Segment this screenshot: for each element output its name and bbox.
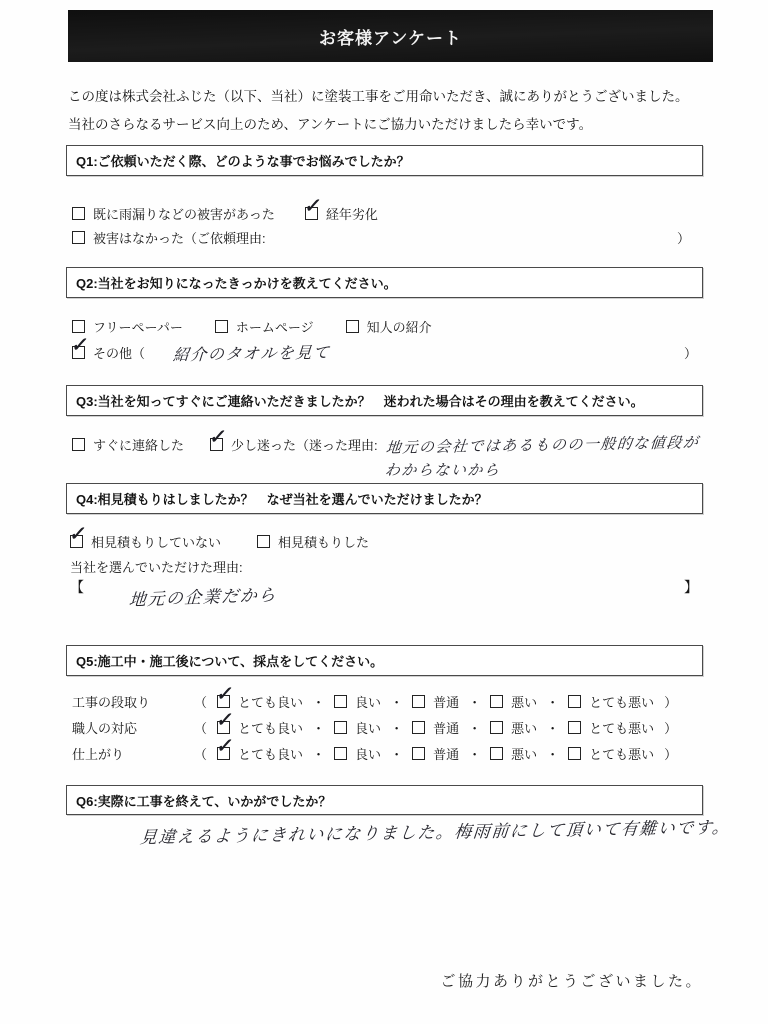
q1-damage-label: 既に雨漏りなどの被害があった (93, 207, 275, 222)
q5-rating-row-finish (72, 735, 678, 763)
q1-aging-label: 経年劣化 (325, 207, 378, 222)
q5-scale-normal: 普通 (433, 695, 460, 710)
q5-row3-very-good-checkbox (215, 735, 235, 760)
intro-line-2: 当社のさらなるサービス向上のため、アンケートにご協力いただけましたら幸いです。 (68, 117, 593, 132)
q5-scale-very-good: とても良い (238, 747, 304, 762)
q5-row1-very-bad-checkbox (568, 695, 581, 708)
intro-text (68, 83, 728, 139)
q5-heading-box (66, 645, 703, 676)
q5-scale-good: 良い (355, 747, 382, 762)
check-icon: ✓ (302, 195, 323, 218)
q5-row2-bad-checkbox (490, 721, 503, 734)
dot-separator: ・ (390, 695, 404, 710)
q5-scale-very-good: とても良い (238, 721, 304, 736)
q2-other-handwritten-answer: 紹介のタオルを見て (172, 344, 331, 365)
q4-heading-box (66, 483, 703, 514)
dot-separator: ・ (546, 747, 560, 762)
open-paren: （ (194, 721, 208, 736)
q5-scale-very-bad: とても悪い (589, 747, 655, 762)
dot-separator: ・ (312, 747, 326, 762)
q5-row1-normal-checkbox (412, 695, 425, 708)
q6-heading-box (66, 785, 703, 815)
form-title-bar (68, 10, 713, 62)
q5-scale-good: 良い (355, 721, 382, 736)
q2-homepage-label: ホームページ (235, 320, 314, 335)
q1-none-checkbox (72, 231, 85, 244)
q5-row2-very-bad-checkbox (568, 721, 581, 734)
q4-bracket-open: 【 (70, 579, 84, 595)
open-paren: （ (194, 747, 208, 762)
dot-separator: ・ (390, 747, 404, 762)
close-paren: ） (664, 721, 678, 736)
q2-freepaper-label: フリーペーパー (93, 320, 183, 335)
dot-separator: ・ (468, 721, 482, 736)
q1-options-row-1 (72, 195, 378, 223)
q1-heading: Q1:ご依頼いただく際、どのような事でお悩みでしたか？ (76, 154, 410, 169)
q2-referral-checkbox (346, 320, 359, 333)
q5-scale-bad: 悪い (511, 747, 538, 762)
q5-row2-label: 職人の対応 (72, 721, 138, 736)
q4-yes-estimate-label: 相見積もりした (278, 535, 370, 550)
q6-answer-row (139, 817, 732, 848)
dot-separator: ・ (312, 721, 326, 736)
q5-row3-normal-checkbox (412, 747, 425, 760)
close-paren: ） (664, 695, 678, 710)
check-icon: ✓ (215, 683, 235, 706)
page-title: お客様アンケート (319, 28, 462, 48)
check-icon: ✓ (215, 735, 235, 758)
q4-reason-label: 当社を選んでいただけた理由: (70, 560, 243, 575)
q5-row2-good-checkbox (334, 721, 347, 734)
q5-scale-bad: 悪い (511, 721, 538, 736)
q6-handwritten-answer: 見違えるようにきれいになりました。梅雨前にして頂いて有難いです。 (139, 817, 732, 848)
close-paren: ） (664, 747, 678, 762)
q5-row1-very-good-checkbox (215, 683, 235, 708)
check-icon: ✓ (208, 426, 228, 449)
q4-reason-label-row (70, 557, 243, 576)
q5-scale-bad: 悪い (511, 695, 538, 710)
q3-heading-box (66, 385, 703, 416)
q5-scale-very-bad: とても悪い (589, 721, 655, 736)
q4-heading: Q4:相見積もりはしましたか？ なぜ当社を選んでいただけましたか？ (76, 492, 488, 507)
q2-close-paren: ） (683, 346, 697, 361)
q5-scale-good: 良い (355, 695, 382, 710)
q3-hesitated-label: 少し迷った（迷った理由: (231, 438, 378, 453)
q2-heading-box (66, 267, 703, 298)
q2-freepaper-checkbox (72, 320, 85, 333)
q3-reason-row-2 (385, 459, 501, 480)
q1-damage-checkbox (72, 207, 85, 220)
q1-options-row-2 (72, 228, 690, 247)
q4-reason-answer-row (70, 577, 698, 608)
dot-separator: ・ (312, 695, 326, 710)
q3-immediate-checkbox (72, 438, 85, 451)
q5-row2-normal-checkbox (412, 721, 425, 734)
q5-row2-very-good-checkbox (215, 709, 235, 734)
q5-row1-label: 工事の段取り (72, 695, 151, 710)
q3-options-row (72, 426, 768, 457)
q5-scale-very-bad: とても悪い (589, 695, 655, 710)
q3-hesitated-checkbox (208, 426, 228, 451)
q5-heading: Q5:施工中・施工後について、採点をしてください。 (76, 654, 384, 669)
q5-row3-label: 仕上がり (72, 747, 125, 762)
open-paren: （ (194, 695, 208, 710)
q5-rating-row-craftsmen (72, 709, 678, 737)
q3-reason-handwritten-line1: 地元の会社ではあるものの一般的な値段が (384, 434, 700, 457)
q3-heading: Q3:当社を知ってすぐにご連絡いただきましたか？ 迷われた場合はその理由を教えてください。 (76, 394, 644, 409)
dot-separator: ・ (546, 695, 560, 710)
q1-heading-box (66, 145, 703, 176)
q4-yes-estimate-checkbox (257, 535, 270, 548)
q3-reason-handwritten-line2: わからないから (384, 462, 502, 479)
q2-homepage-checkbox (215, 320, 228, 333)
q5-scale-very-good: とても良い (238, 695, 304, 710)
q2-options-row-2 (70, 334, 697, 365)
check-icon: ✓ (70, 334, 90, 357)
check-icon: ✓ (68, 523, 88, 546)
q5-scale-normal: 普通 (433, 721, 460, 736)
intro-line-1: この度は株式会社ふじた（以下、当社）に塗装工事をご用命いただき、誠にありがとうございました。 (68, 89, 689, 104)
dot-separator: ・ (390, 721, 404, 736)
q1-aging-checkbox (302, 195, 323, 220)
q2-heading: Q2:当社をお知りになったきっかけを教えてください。 (76, 276, 397, 291)
q5-rating-row-scheduling (72, 683, 678, 711)
q4-bracket-close: 】 (684, 579, 698, 595)
dot-separator: ・ (468, 747, 482, 762)
q2-options-row-1 (72, 317, 432, 336)
q5-row3-very-bad-checkbox (568, 747, 581, 760)
q4-no-estimate-checkbox (68, 523, 88, 548)
q1-none-label: 被害はなかった（ご依頼理由: (93, 231, 266, 246)
q3-immediate-label: すぐに連絡した (93, 438, 185, 453)
dot-separator: ・ (468, 695, 482, 710)
q4-options-row (68, 523, 370, 551)
q5-row3-bad-checkbox (490, 747, 503, 760)
q5-row1-bad-checkbox (490, 695, 503, 708)
q6-heading: Q6:実際に工事を終えて、いかがでしたか？ (76, 793, 332, 809)
q4-reason-handwritten-answer: 地元の企業だから (128, 585, 278, 610)
q1-close-paren: ） (676, 231, 690, 246)
check-icon: ✓ (215, 709, 235, 732)
dot-separator: ・ (546, 721, 560, 736)
q2-other-checkbox (70, 334, 90, 359)
q5-row1-good-checkbox (334, 695, 347, 708)
q2-other-label: その他（ (93, 346, 146, 361)
q5-scale-normal: 普通 (433, 747, 460, 762)
q2-referral-label: 知人の紹介 (366, 320, 432, 335)
footer-thanks-text: ご協力ありがとうございました。 (440, 974, 703, 990)
q4-no-estimate-label: 相見積もりしていない (91, 535, 222, 550)
q5-row3-good-checkbox (334, 747, 347, 760)
